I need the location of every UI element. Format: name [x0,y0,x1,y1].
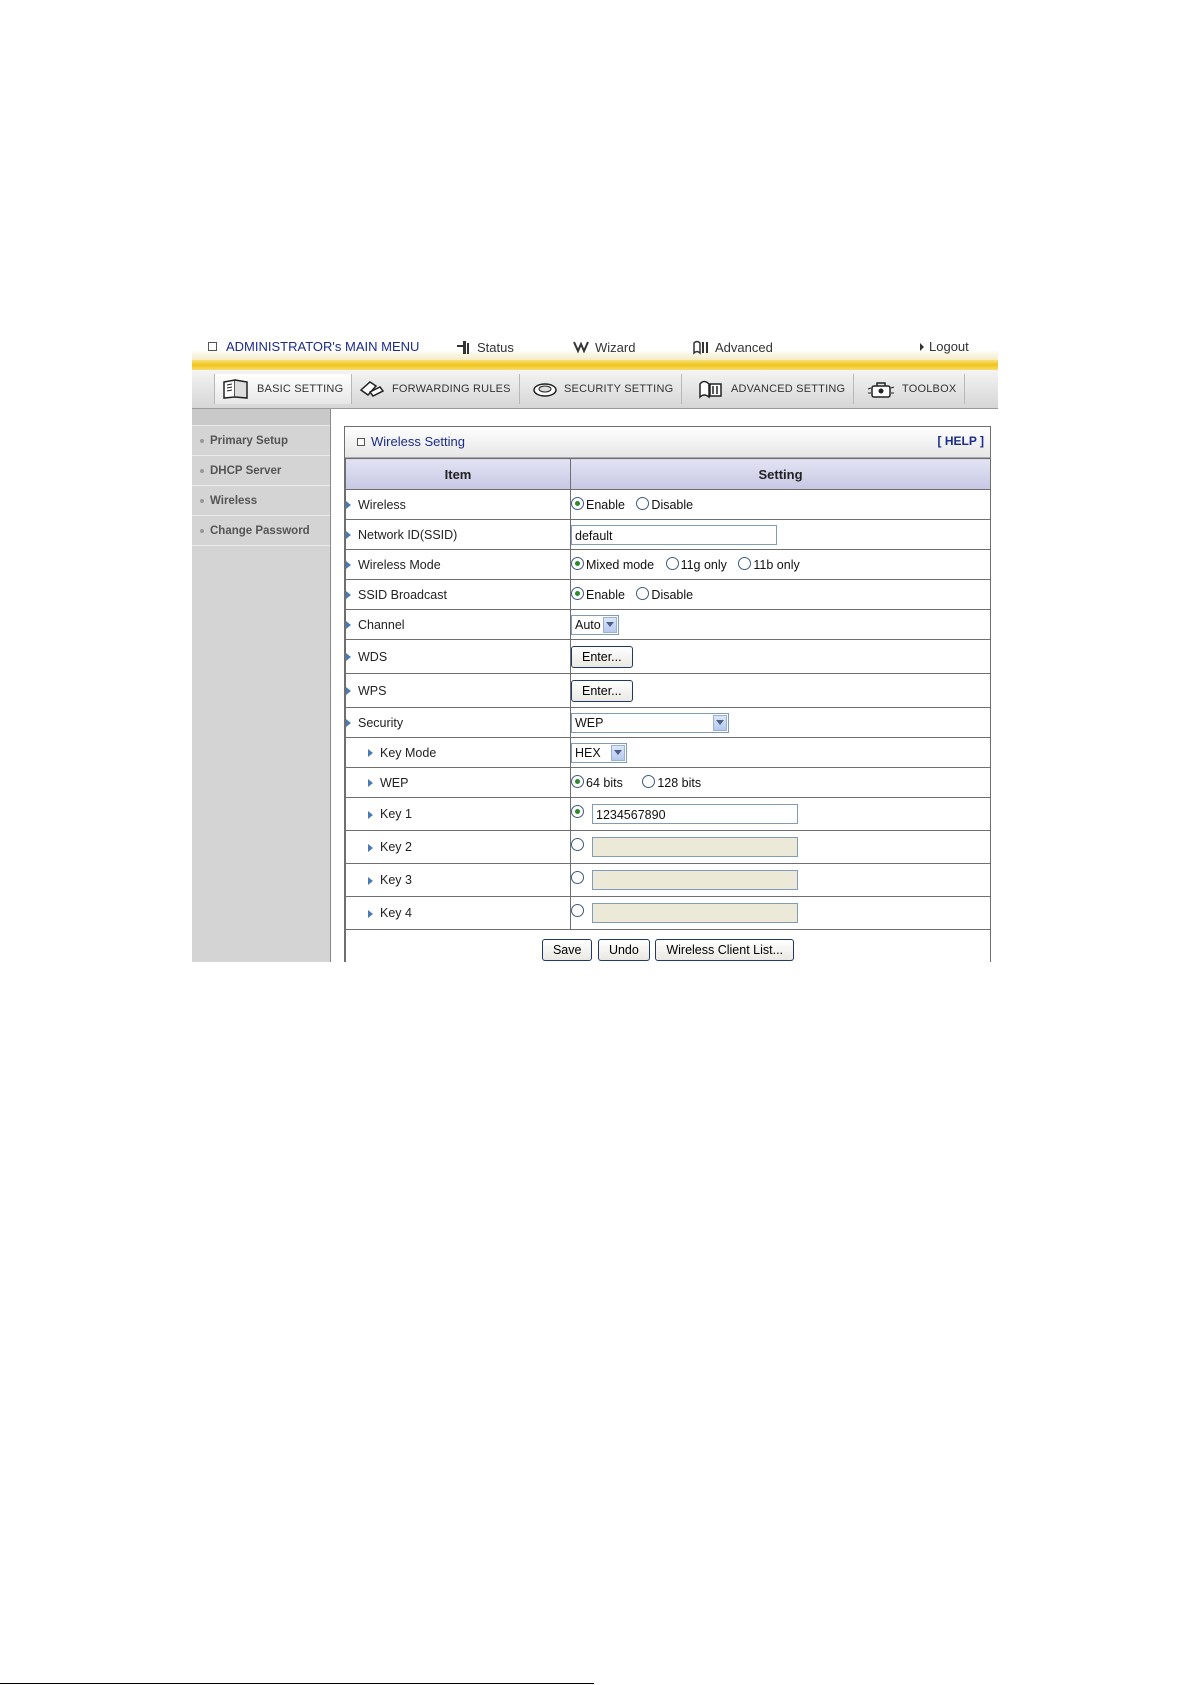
arrow-icon [346,561,351,569]
footer-rule [0,1683,594,1684]
row-value: Enable Disable [571,580,991,610]
key-2-input[interactable] [592,837,798,857]
row-value: Enable Disable [571,490,991,520]
row-key-mode [346,738,991,768]
key-4-radio[interactable] [571,904,584,917]
row-label: Wireless Mode [346,550,571,580]
security-select[interactable]: WEP [571,713,729,733]
arrow-icon [368,779,373,787]
row-ssid-broadcast [346,580,991,610]
arrow-icon [346,531,351,539]
tab-security-setting[interactable]: SECURITY SETTING [526,374,682,404]
table-header-row [346,459,991,490]
chevron-down-icon [611,745,625,761]
tab-toolbox[interactable]: TOOLBOX [858,374,965,404]
row-ssid [346,520,991,550]
row-value [571,798,991,831]
tab-basic-setting[interactable]: BASIC SETTING [214,374,352,404]
menu-accent-bar [192,360,998,370]
main-menu-bar [192,335,998,360]
arrow-icon [346,653,351,661]
tab-bar [192,370,998,409]
wizard-icon [572,339,590,355]
settings-table [345,458,991,962]
row-label: Security [346,708,571,738]
row-value: Mixed mode 11g only 11b only [571,550,991,580]
panel-header [345,427,990,458]
wireless-setting-panel [344,426,991,962]
row-key-2 [346,831,991,864]
row-label: Key 3 [346,864,571,897]
undo-button[interactable]: Undo [598,939,650,961]
advanced-setting-icon [697,378,725,400]
wds-enter-button[interactable]: Enter... [571,646,633,668]
help-link[interactable]: [ HELP ] [937,434,984,448]
channel-select[interactable]: Auto [571,615,619,635]
key-1-input[interactable]: 1234567890 [592,804,798,824]
router-admin-screenshot [192,335,998,962]
row-wds [346,640,991,674]
row-value [571,864,991,897]
row-label: WEP [346,768,571,798]
tab-forwarding-rules[interactable]: FORWARDING RULES [354,374,520,404]
row-value [571,897,991,930]
chevron-down-icon [603,617,617,633]
11b-only-radio[interactable] [738,557,751,570]
row-wep [346,768,991,798]
key-3-input[interactable] [592,870,798,890]
sidebar-item-dhcp-server[interactable]: DHCP Server [192,456,330,486]
broadcast-enable-radio[interactable] [571,587,584,600]
row-wireless [346,490,991,520]
arrow-icon [346,501,351,509]
action-buttons [346,930,991,963]
tab-advanced-setting[interactable]: ADVANCED SETTING [689,374,854,404]
key-1-radio[interactable] [571,805,584,818]
row-value [571,640,991,674]
row-label: WDS [346,640,571,674]
advanced-link[interactable]: Advanced [692,339,773,355]
arrow-icon [368,910,373,918]
row-label: Channel [346,610,571,640]
menu-square-icon [208,342,217,351]
row-channel [346,610,991,640]
row-label: Key 2 [346,831,571,864]
logout-arrow-icon [920,343,924,351]
main-menu-title: ADMINISTRATOR's MAIN MENU [208,339,419,354]
wireless-disable-radio[interactable] [636,497,649,510]
row-value [571,831,991,864]
status-link[interactable]: Status [454,339,514,355]
wizard-link[interactable]: Wizard [572,339,635,355]
sidebar-item-primary-setup[interactable]: Primary Setup [192,426,330,456]
column-header-item: Item [346,459,571,490]
row-value [571,674,991,708]
ssid-input[interactable]: default [571,525,777,545]
sidebar-item-wireless[interactable]: Wireless [192,486,330,516]
wep-128-radio[interactable] [642,775,655,788]
row-key-3 [346,864,991,897]
status-icon [454,339,472,355]
sidebar-top-strip [192,409,330,426]
action-button-row [346,930,991,963]
arrow-icon [346,621,351,629]
chevron-down-icon [713,715,727,731]
row-value [571,520,991,550]
mixed-mode-radio[interactable] [571,557,584,570]
arrow-icon [346,719,351,727]
advanced-icon [692,339,710,355]
wireless-client-list-button[interactable]: Wireless Client List... [655,939,794,961]
forwarding-rules-icon [358,378,386,400]
row-value [571,610,991,640]
bullet-icon [200,439,204,443]
toolbox-icon [866,378,896,400]
sidebar [192,409,331,962]
bullet-icon [200,469,204,473]
arrow-icon [368,749,373,757]
logout-link[interactable]: Logout [920,339,969,354]
wireless-enable-radio[interactable] [571,497,584,510]
row-key-1 [346,798,991,831]
wep-64-radio[interactable] [571,775,584,788]
row-label: Key 1 [346,798,571,831]
arrow-icon [368,811,373,819]
row-wps [346,674,991,708]
arrow-icon [346,591,351,599]
row-label: WPS [346,674,571,708]
column-header-setting: Setting [571,459,991,490]
row-key-4 [346,897,991,930]
wps-enter-button[interactable]: Enter... [571,680,633,702]
sidebar-item-change-password[interactable]: Change Password [192,516,330,546]
basic-setting-icon [221,378,251,400]
security-setting-icon [532,378,558,400]
key-mode-select[interactable]: HEX [571,743,627,763]
save-button[interactable]: Save [542,939,593,961]
arrow-icon [346,687,351,695]
row-label: Wireless [346,490,571,520]
key-2-radio[interactable] [571,838,584,851]
key-4-input[interactable] [592,903,798,923]
row-wireless-mode [346,550,991,580]
row-value: 64 bits 128 bits [571,768,991,798]
bullet-icon [200,499,204,503]
row-value [571,708,991,738]
row-label: Network ID(SSID) [346,520,571,550]
panel-square-icon [357,438,365,446]
row-label: Key Mode [346,738,571,768]
broadcast-disable-radio[interactable] [636,587,649,600]
bullet-icon [200,529,204,533]
row-security [346,708,991,738]
arrow-icon [368,844,373,852]
11g-only-radio[interactable] [666,557,679,570]
row-value [571,738,991,768]
row-label: Key 4 [346,897,571,930]
row-label: SSID Broadcast [346,580,571,610]
panel-title: Wireless Setting [371,434,465,449]
key-3-radio[interactable] [571,871,584,884]
arrow-icon [368,877,373,885]
